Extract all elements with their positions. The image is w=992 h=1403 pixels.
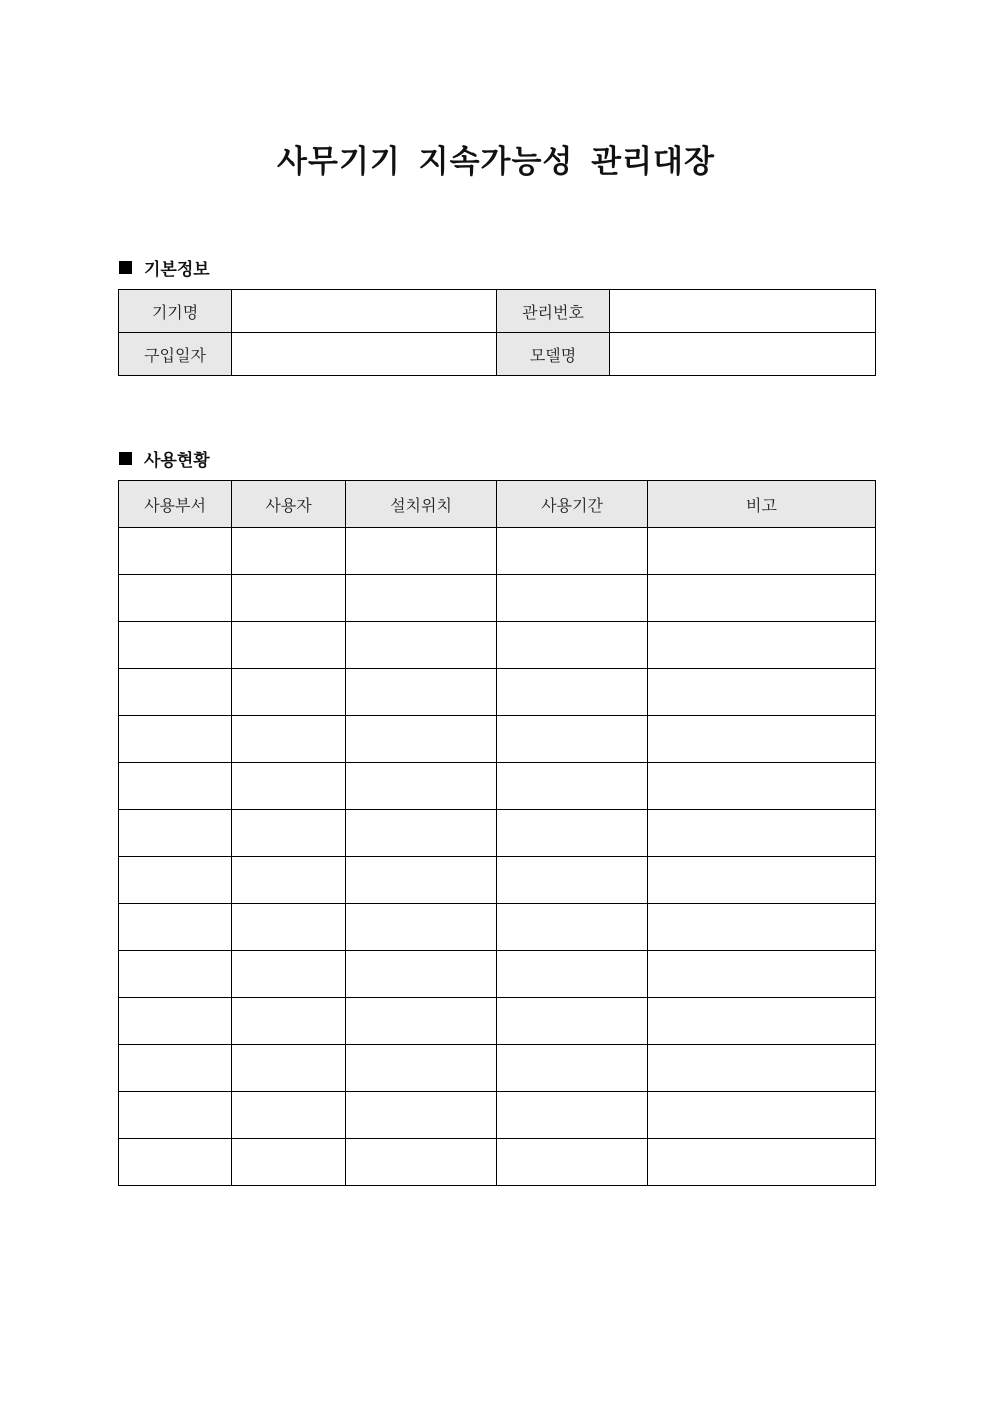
- table-row: [119, 763, 876, 810]
- table-row: [119, 1092, 876, 1139]
- location-cell[interactable]: [346, 1092, 497, 1139]
- device-name-label: 기기명: [119, 290, 232, 333]
- user-cell[interactable]: [232, 998, 346, 1045]
- period-cell[interactable]: [497, 622, 648, 669]
- column-header-period: 사용기간: [497, 481, 648, 528]
- location-cell[interactable]: [346, 716, 497, 763]
- square-bullet-icon: [119, 261, 132, 274]
- location-cell[interactable]: [346, 904, 497, 951]
- department-cell[interactable]: [119, 1045, 232, 1092]
- column-header-location: 설치위치: [346, 481, 497, 528]
- user-cell[interactable]: [232, 575, 346, 622]
- department-cell[interactable]: [119, 998, 232, 1045]
- remarks-cell[interactable]: [648, 763, 876, 810]
- department-cell[interactable]: [119, 904, 232, 951]
- table-row: [119, 290, 876, 333]
- department-cell[interactable]: [119, 951, 232, 998]
- user-cell[interactable]: [232, 1139, 346, 1186]
- table-row: [119, 1139, 876, 1186]
- usage-table: [118, 480, 876, 1186]
- remarks-cell[interactable]: [648, 998, 876, 1045]
- period-cell[interactable]: [497, 810, 648, 857]
- period-cell[interactable]: [497, 904, 648, 951]
- department-cell[interactable]: [119, 528, 232, 575]
- location-cell[interactable]: [346, 810, 497, 857]
- location-cell[interactable]: [346, 622, 497, 669]
- usage-table-body: [119, 528, 876, 1186]
- location-cell[interactable]: [346, 1139, 497, 1186]
- remarks-cell[interactable]: [648, 810, 876, 857]
- model-name-field[interactable]: [610, 333, 876, 376]
- user-cell[interactable]: [232, 1045, 346, 1092]
- device-name-field[interactable]: [232, 290, 497, 333]
- department-cell[interactable]: [119, 1092, 232, 1139]
- table-row: [119, 575, 876, 622]
- location-cell[interactable]: [346, 669, 497, 716]
- square-bullet-icon: [119, 452, 132, 465]
- user-cell[interactable]: [232, 622, 346, 669]
- table-header-row: [119, 481, 876, 528]
- location-cell[interactable]: [346, 857, 497, 904]
- table-row: [119, 998, 876, 1045]
- department-cell[interactable]: [119, 763, 232, 810]
- user-cell[interactable]: [232, 857, 346, 904]
- management-number-field[interactable]: [610, 290, 876, 333]
- period-cell[interactable]: [497, 575, 648, 622]
- user-cell[interactable]: [232, 669, 346, 716]
- column-header-remarks: 비고: [648, 481, 876, 528]
- table-row: [119, 810, 876, 857]
- remarks-cell[interactable]: [648, 904, 876, 951]
- period-cell[interactable]: [497, 1045, 648, 1092]
- page-title: 사무기기 지속가능성 관리대장: [277, 144, 715, 180]
- remarks-cell[interactable]: [648, 528, 876, 575]
- period-cell[interactable]: [497, 951, 648, 998]
- period-cell[interactable]: [497, 763, 648, 810]
- period-cell[interactable]: [497, 998, 648, 1045]
- table-row: [119, 951, 876, 998]
- model-name-label: 모델명: [497, 333, 610, 376]
- period-cell[interactable]: [497, 1092, 648, 1139]
- location-cell[interactable]: [346, 528, 497, 575]
- table-row: [119, 333, 876, 376]
- purchase-date-field[interactable]: [232, 333, 497, 376]
- department-cell[interactable]: [119, 716, 232, 763]
- period-cell[interactable]: [497, 716, 648, 763]
- user-cell[interactable]: [232, 951, 346, 998]
- period-cell[interactable]: [497, 1139, 648, 1186]
- remarks-cell[interactable]: [648, 1045, 876, 1092]
- user-cell[interactable]: [232, 528, 346, 575]
- user-cell[interactable]: [232, 716, 346, 763]
- department-cell[interactable]: [119, 575, 232, 622]
- period-cell[interactable]: [497, 857, 648, 904]
- period-cell[interactable]: [497, 669, 648, 716]
- location-cell[interactable]: [346, 575, 497, 622]
- remarks-cell[interactable]: [648, 951, 876, 998]
- user-cell[interactable]: [232, 904, 346, 951]
- department-cell[interactable]: [119, 857, 232, 904]
- purchase-date-label: 구입일자: [119, 333, 232, 376]
- table-row: [119, 857, 876, 904]
- table-row: [119, 904, 876, 951]
- basic-info-table: [118, 289, 876, 376]
- remarks-cell[interactable]: [648, 1092, 876, 1139]
- department-cell[interactable]: [119, 810, 232, 857]
- table-row: [119, 669, 876, 716]
- location-cell[interactable]: [346, 763, 497, 810]
- remarks-cell[interactable]: [648, 716, 876, 763]
- section-heading-label: 사용현황: [144, 451, 210, 471]
- remarks-cell[interactable]: [648, 857, 876, 904]
- table-row: [119, 622, 876, 669]
- remarks-cell[interactable]: [648, 1139, 876, 1186]
- location-cell[interactable]: [346, 998, 497, 1045]
- section-heading-usage: [119, 446, 210, 471]
- table-row: [119, 716, 876, 763]
- column-header-user: 사용자: [232, 481, 346, 528]
- remarks-cell[interactable]: [648, 622, 876, 669]
- location-cell[interactable]: [346, 1045, 497, 1092]
- user-cell[interactable]: [232, 810, 346, 857]
- period-cell[interactable]: [497, 528, 648, 575]
- table-row: [119, 1045, 876, 1092]
- remarks-cell[interactable]: [648, 575, 876, 622]
- column-header-department: 사용부서: [119, 481, 232, 528]
- department-cell[interactable]: [119, 669, 232, 716]
- section-heading-label: 기본정보: [144, 260, 210, 280]
- department-cell[interactable]: [119, 1139, 232, 1186]
- user-cell[interactable]: [232, 1092, 346, 1139]
- management-number-label: 관리번호: [497, 290, 610, 333]
- location-cell[interactable]: [346, 951, 497, 998]
- department-cell[interactable]: [119, 622, 232, 669]
- remarks-cell[interactable]: [648, 669, 876, 716]
- table-row: [119, 528, 876, 575]
- section-heading-basic-info: [119, 255, 210, 280]
- user-cell[interactable]: [232, 763, 346, 810]
